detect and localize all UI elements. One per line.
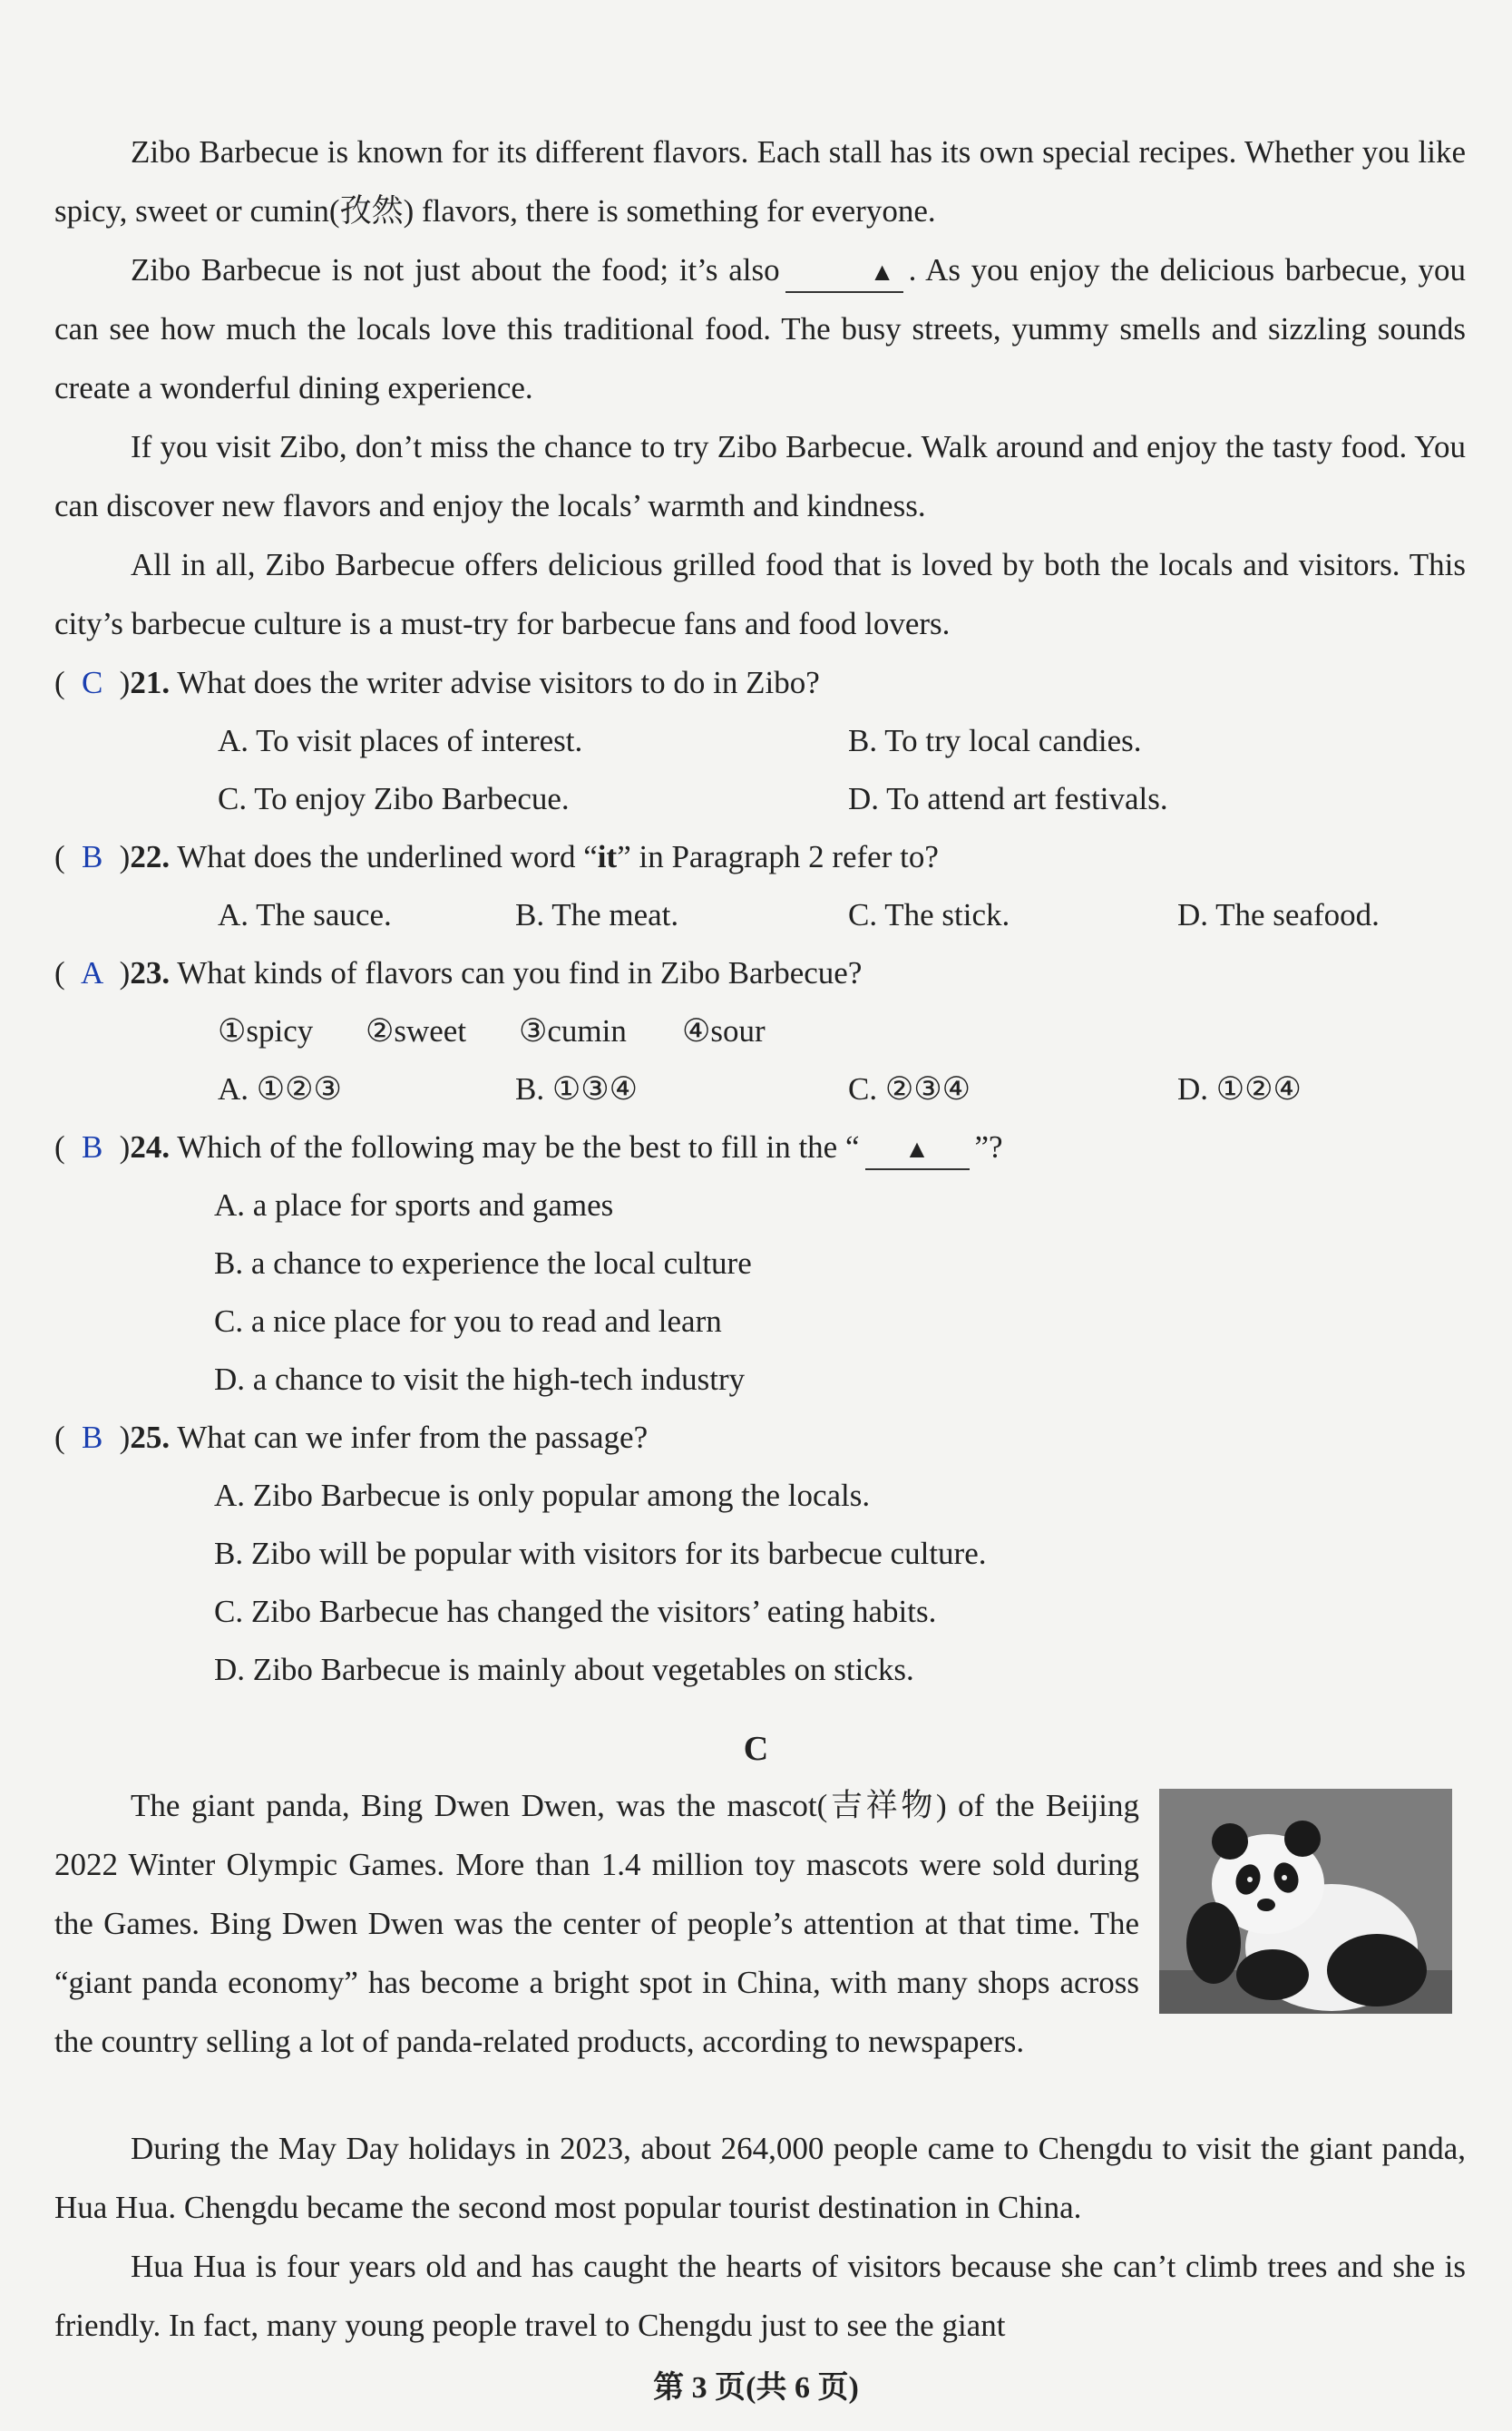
passage-paragraph-3: If you visit Zibo, don’t miss the chance to try Zibo Barbecue. Walk around and enjoy the tasty food. You can discover new flavors and enjoy the locals’ warmth and kindness.	[54, 429, 1466, 523]
section-c-paragraph-3: Hua Hua is four years old and has caught the hearts of visitors because she can’t climb trees and she is friendly. In fact, many young people travel to Chengdu just to see the giant	[54, 2249, 1466, 2343]
section-c-paragraph-2: During the May Day holidays in 2023, about 264,000 people came to Chengdu to visit the giant panda, Hua Hua. Chengdu became the second most popular tourist destination in China.	[54, 2131, 1466, 2225]
passage-paragraph-4: All in all, Zibo Barbecue offers delicious grilled food that is loved by both the locals and visitors. This city’s barbecue culture is a must-try for barbecue fans and food lovers.	[54, 547, 1466, 641]
question-25	[54, 1408, 1469, 1467]
paren-open: (	[54, 1129, 65, 1165]
question-number: 21.	[130, 665, 171, 700]
option-d: D. To attend art festivals.	[848, 781, 1168, 816]
fill-blank	[785, 252, 903, 293]
option-b: B. The meat.	[515, 897, 679, 932]
question-text: What can we infer from the passage?	[177, 1420, 649, 1455]
answer-23: A	[81, 955, 104, 991]
option-d: D. Zibo Barbecue is mainly about vegetables on sticks.	[214, 1652, 914, 1687]
question-22	[54, 827, 1469, 886]
question-23	[54, 943, 1469, 1002]
flavor-item-4: ④sour	[682, 1013, 766, 1049]
option-b: B. a chance to experience the local culture	[214, 1245, 752, 1281]
flavor-item-1: ①spicy	[218, 1013, 314, 1049]
option-a: A. ①②③	[218, 1071, 342, 1107]
option-a: A. To visit places of interest.	[218, 723, 583, 758]
question-text: What does the writer advise visitors to do in Zibo?	[177, 665, 820, 700]
option-d: D. ①②④	[1177, 1071, 1302, 1107]
triangle-icon: ▲	[869, 259, 895, 287]
question-text: What kinds of flavors can you find in Zibo Barbecue?	[177, 955, 863, 991]
answer-24: B	[81, 1129, 103, 1165]
paren-close: )	[119, 1420, 131, 1455]
flavor-item-3: ③cumin	[519, 1013, 627, 1049]
question-number: 25.	[130, 1420, 171, 1455]
answer-22: B	[81, 839, 103, 874]
flavor-item-2: ②sweet	[366, 1013, 467, 1049]
question-text-start: What does the underlined word “	[177, 839, 598, 874]
passage-paragraph-1: Zibo Barbecue is known for its different flavors. Each stall has its own special recipes. Whether you like spicy, sweet or cumin(孜然) flavors, there is something for everyone.	[54, 134, 1466, 229]
paragraph-2-start: Zibo Barbecue is not just about the food; it’s also	[131, 252, 780, 288]
option-b: B. To try local candies.	[848, 723, 1142, 758]
option-a: A. The sauce.	[218, 897, 392, 932]
triangle-icon: ▲	[904, 1136, 930, 1164]
section-heading: C	[743, 1730, 769, 1768]
passage-paragraph-2	[54, 240, 1466, 417]
section-c-paragraph-1	[54, 1776, 1466, 2071]
option-b: B. Zibo will be popular with visitors for its barbecue culture.	[214, 1536, 987, 1571]
paren-close: )	[119, 839, 131, 874]
paragraph-2-end: . As you enjoy the delicious barbecue, you can see how much the locals love this traditional food. The busy streets, yummy smells and sizzling sounds create a wonderful dining experience.	[54, 252, 1467, 405]
photo-wrap-spacer	[1139, 1776, 1466, 2014]
option-a: A. Zibo Barbecue is only popular among the locals.	[214, 1478, 871, 1513]
question-number: 23.	[130, 955, 171, 991]
option-d: D. a chance to visit the high-tech industry	[214, 1362, 746, 1397]
page-number: 第 3 页(共 6 页)	[653, 2371, 859, 2405]
option-a: A. a place for sports and games	[214, 1187, 614, 1223]
option-c: C. To enjoy Zibo Barbecue.	[218, 781, 570, 816]
question-24	[54, 1118, 1469, 1176]
quoted-word: it	[597, 839, 618, 874]
question-text-start: Which of the following may be the best to fill in the “	[177, 1129, 860, 1165]
option-c: C. The stick.	[848, 897, 1010, 932]
option-d: D. The seafood.	[1177, 897, 1380, 932]
question-text-end: ”?	[974, 1129, 1003, 1165]
answer-21: C	[81, 665, 103, 700]
paren-close: )	[119, 665, 131, 700]
option-c: C. ②③④	[848, 1071, 971, 1107]
paren-close: )	[119, 955, 131, 991]
option-b: B. ①③④	[515, 1071, 638, 1107]
paren-open: (	[54, 955, 65, 991]
section-c-paragraph-1-text: The giant panda, Bing Dwen Dwen, was the mascot(吉祥物) of the Beijing 2022 Winter Olympic Games. More than 1.4 million toy mascots were sold during the Games. Bing Dwen Dwen was the center of people’s attention at that time. The “giant panda economy” has become a bright spot in China, with many shops across the country selling a lot of panda-related products, according to newspapers.	[54, 1788, 1139, 2059]
paren-close: )	[119, 1129, 131, 1165]
paren-open: (	[54, 839, 65, 874]
question-21	[54, 653, 1469, 712]
option-c: C. Zibo Barbecue has changed the visitors’ eating habits.	[214, 1594, 937, 1629]
option-c: C. a nice place for you to read and learn	[214, 1303, 722, 1339]
question-number: 24.	[130, 1129, 171, 1165]
fill-blank	[865, 1129, 970, 1170]
answer-25: B	[81, 1420, 103, 1455]
question-text-end: ” in Paragraph 2 refer to?	[617, 839, 939, 874]
paren-open: (	[54, 665, 65, 700]
paren-open: (	[54, 1420, 65, 1455]
question-number: 22.	[130, 839, 171, 874]
